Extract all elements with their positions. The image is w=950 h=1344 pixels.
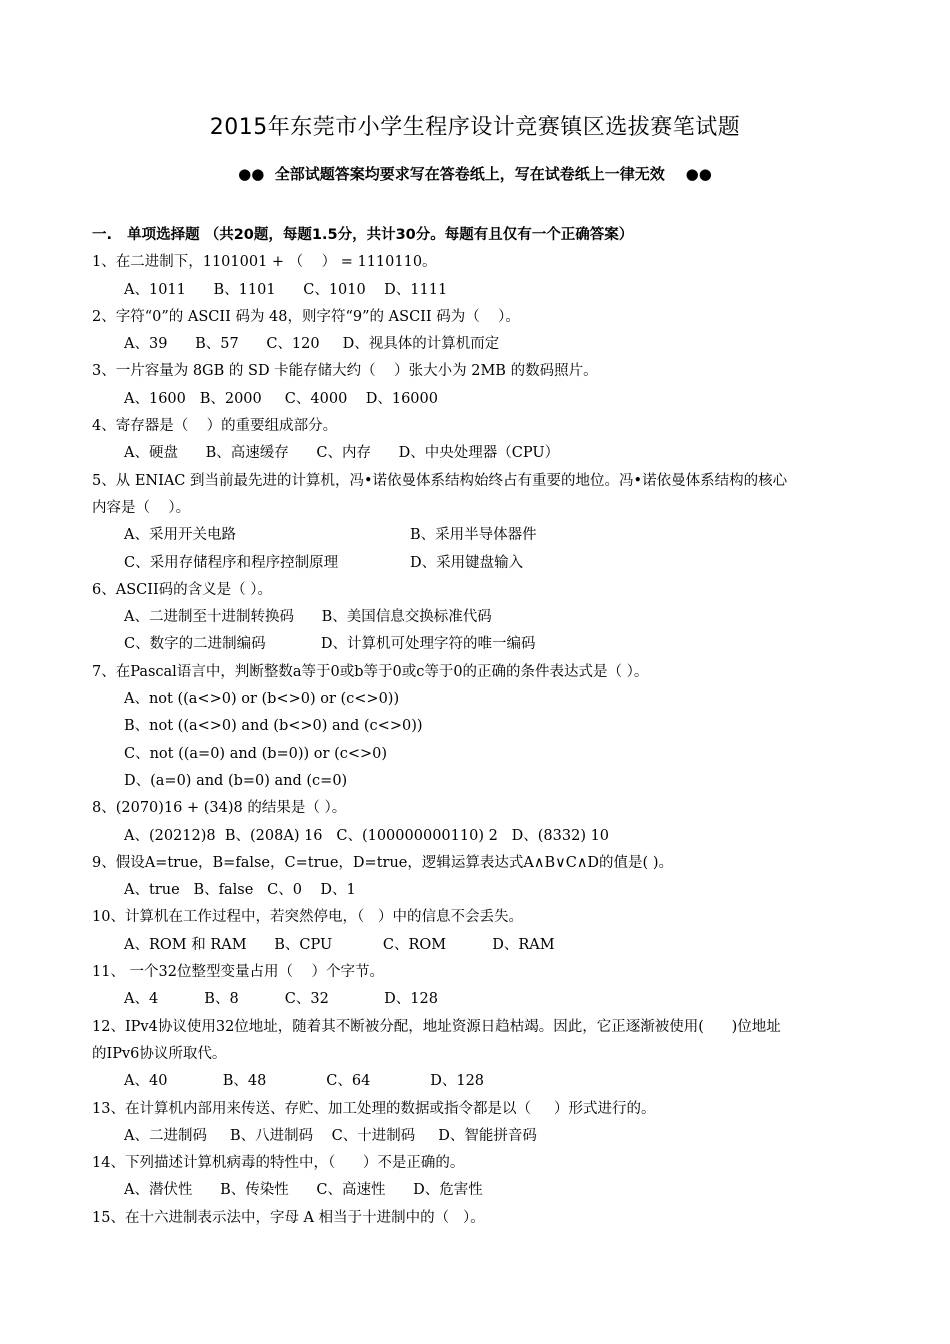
question-8-options: A、(20212)8 B、(208A) 16 C、(100000000110) 2 D、(8332) 10 [124,827,610,844]
question-6: 6、ASCII码的含义是（ ）。 [92,581,273,598]
question-15: 15、在十六进制表示法中，字母 A 相当于十进制中的（ ）。 [92,1209,485,1226]
question-13: 13、在计算机内部用来传送、存贮、加工处理的数据或指令都是以（ ）形式进行的。 [92,1100,656,1117]
question-5-option-a: A、采用开关电路 [124,527,236,544]
question-5-line2: 内容是（ ）。 [92,499,191,516]
question-3-options: A、1600 B、2000 C、4000 D、16000 [124,390,438,407]
question-14: 14、下列描述计算机病毒的特性中，（ ）不是正确的。 [92,1155,465,1172]
question-14-options: A、潜伏性 B、传染性 C、高速性 D、危害性 [124,1182,483,1199]
question-11: 11、 一个32位整型变量占用（ ）个字节。 [92,964,384,981]
question-3: 3、一片容量为 8GB 的 SD 卡能存储大约（ ）张大小为 2MB 的数码照片。 [92,363,598,380]
question-9: 9、假设A=true，B=false，C=true，D=true，逻辑运算表达式A∧B∨C∧D的值是( )。 [92,854,673,871]
question-1: 1、在二进制下，1101001 + （ ） = 1110110。 [92,254,437,271]
question-7-option-c: C、not ((a=0) and (b=0)) or (c<>0) [124,745,388,762]
question-7: 7、在Pascal语言中，判断整数a等于0或b等于0或c等于0的正确的条件表达式是（ ）。 [92,663,649,680]
question-5-line1: 5、从 ENIAC 到当前最先进的计算机，冯•诺依曼体系结构始终占有重要的地位。冯•诺依曼体系结构的核心 [92,472,788,489]
question-4: 4、寄存器是（ ）的重要组成部分。 [92,418,338,435]
question-2-options: A、39 B、57 C、120 D、视具体的计算机而定 [124,336,500,353]
question-5-option-c: C、采用存储程序和程序控制原理 [124,554,339,571]
question-list [92,222,864,1232]
question-6-options-row2: C、数字的二进制编码 D、计算机可处理字符的唯一编码 [124,636,536,653]
question-5-option-b: B、采用半导体器件 [410,527,537,544]
question-10-options: A、ROM 和 RAM B、CPU C、ROM D、RAM [124,936,555,953]
question-12-options: A、40 B、48 C、64 D、128 [124,1073,485,1090]
question-10: 10、计算机在工作过程中，若突然停电，（ ）中的信息不会丢失。 [92,909,524,926]
section-heading: 一. 单项选择题 （共20题，每题1.5分，共计30分。每题有且仅有一个正确答案） [92,227,634,243]
question-12-line2: 的IPv6协议所取代。 [92,1045,227,1062]
page-title: 2015年东莞市小学生程序设计竞赛镇区选拔赛笔试题 [209,115,741,140]
question-13-options: A、二进制码 B、八进制码 C、十进制码 D、智能拼音码 [124,1127,537,1144]
question-7-option-a: A、not ((a<>0) or (b<>0) or (c<>0)) [124,691,400,708]
question-5-option-d: D、采用键盘输入 [410,554,524,571]
question-5-options-row2 [92,550,864,577]
question-4-options: A、硬盘 B、高速缓存 C、内存 D、中央处理器（CPU） [124,445,560,462]
question-12-line1: 12、IPv4协议使用32位地址，随着其不断被分配，地址资源日趋枯竭。因此，它正逐渐被使用( )位地址 [92,1018,781,1035]
question-6-options-row1: A、二进制至十进制转换码 B、美国信息交换标准代码 [124,609,492,626]
question-11-options: A、4 B、8 C、32 D、128 [124,991,438,1008]
exam-notice: ●● 全部试题答案均要求写在答卷纸上，写在试卷纸上一律无效 ●● [238,165,712,183]
question-7-option-b: B、not ((a<>0) and (b<>0) and (c<>0)) [124,718,423,735]
question-7-option-d: D、(a=0) and (b=0) and (c=0) [124,772,348,789]
question-5-options-row1 [92,522,864,549]
question-1-options: A、1011 B、1101 C、1010 D、1111 [124,281,448,298]
question-8: 8、(2070)16 + (34)8 的结果是（ ）。 [92,800,347,817]
question-2: 2、字符“0”的 ASCII 码为 48，则字符“9”的 ASCII 码为（ ）。 [92,308,520,325]
question-9-options: A、true B、false C、0 D、1 [124,882,356,899]
